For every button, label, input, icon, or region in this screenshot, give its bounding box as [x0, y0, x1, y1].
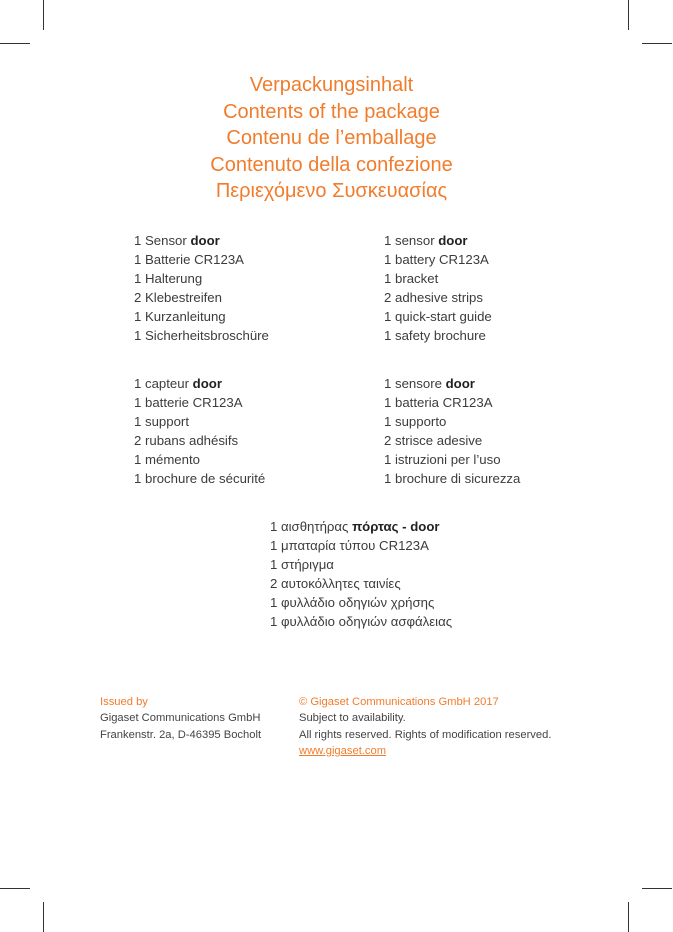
list-item: 1 bracket	[384, 270, 439, 286]
list-item: 1 Halterung	[134, 270, 203, 286]
sensor-label: 1 sensore	[384, 376, 446, 391]
crop-mark-top-left-vertical	[43, 0, 44, 30]
sensor-type: door	[192, 376, 222, 391]
sensor-label: 1 capteur	[134, 376, 193, 391]
sensor-label: 1 Sensor	[134, 233, 191, 248]
sensor-type: πόρτας - door	[352, 519, 440, 534]
list-item: 2 αυτοκόλλητες ταινίες	[270, 575, 401, 591]
crop-mark-bottom-right-horizontal	[642, 888, 672, 889]
sensor-type: door	[438, 233, 468, 248]
list-item: 1 batteria CR123A	[384, 394, 493, 410]
list-item: 1 quick-start guide	[384, 308, 492, 324]
sensor-type: door	[445, 376, 475, 391]
contents-list-de	[134, 232, 269, 345]
list-item: 1 Batterie CR123A	[134, 251, 244, 267]
list-item-sensor	[384, 375, 520, 394]
list-item: 1 supporto	[384, 413, 447, 429]
list-item: 2 Klebestreifen	[134, 289, 222, 305]
list-item: 1 battery CR123A	[384, 251, 489, 267]
crop-mark-top-right-horizontal	[642, 43, 672, 44]
issuer-address: Frankenstr. 2a, D-46395 Bocholt	[100, 728, 262, 741]
list-item: 1 mémento	[134, 451, 200, 467]
list-item-sensor	[134, 232, 269, 251]
list-item: 1 safety brochure	[384, 327, 486, 343]
title-block	[0, 72, 663, 205]
issued-by-label: Issued by	[100, 696, 148, 708]
crop-mark-bottom-left-horizontal	[0, 888, 30, 889]
title-de: Verpackungsinhalt	[249, 74, 414, 96]
list-item: 1 istruzioni per l’uso	[384, 451, 501, 467]
availability-notice: Subject to availability.	[299, 712, 406, 725]
title-fr: Contenu de l’emballage	[226, 127, 437, 149]
issuer-company: Gigaset Communications GmbH	[100, 712, 261, 725]
sensor-label: 1 sensor	[384, 233, 439, 248]
rights-notice: All rights reserved. Rights of modification reserved.	[299, 728, 552, 741]
sensor-type: door	[190, 233, 220, 248]
crop-mark-top-right-vertical	[628, 0, 629, 30]
crop-mark-top-left-horizontal	[0, 43, 30, 44]
title-it: Contenuto della confezione	[210, 153, 453, 176]
contents-list-en	[384, 232, 492, 345]
crop-mark-bottom-right-vertical	[628, 902, 629, 932]
list-item: 2 rubans adhésifs	[134, 432, 239, 448]
contents-list-it	[384, 375, 520, 488]
list-item: 1 φυλλάδιο οδηγιών ασφάλειας	[270, 613, 453, 629]
list-item: 1 φυλλάδιο οδηγιών χρήσης	[270, 594, 435, 610]
list-item: 1 στήριγμα	[270, 556, 334, 572]
list-item: 1 brochure de sécurité	[134, 470, 266, 486]
legal-block	[299, 694, 551, 759]
contents-list-fr	[134, 375, 265, 488]
list-item-sensor	[384, 232, 492, 251]
sensor-label: 1 αισθητήρας	[270, 519, 353, 534]
website-link[interactable]: www.gigaset.com	[299, 744, 387, 757]
list-item: 2 strisce adesive	[384, 432, 483, 448]
list-item: 1 brochure di sicurezza	[384, 470, 521, 486]
title-en: Contents of the package	[223, 100, 440, 123]
issuer-block	[100, 694, 261, 743]
list-item: 1 batterie CR123A	[134, 394, 243, 410]
list-item-sensor	[134, 375, 265, 394]
list-item: 1 support	[134, 413, 189, 429]
list-item: 1 Sicherheitsbroschüre	[134, 327, 269, 343]
contents-list-el	[270, 518, 452, 631]
crop-mark-bottom-left-vertical	[43, 902, 44, 932]
copyright-notice: © Gigaset Communications GmbH 2017	[299, 696, 499, 708]
title-el: Περιεχόμενο Συσκευασίας	[215, 180, 448, 202]
list-item-sensor	[270, 518, 452, 537]
list-item: 1 μπαταρία τύπου CR123A	[270, 537, 429, 553]
list-item: 1 Kurzanleitung	[134, 308, 226, 324]
list-item: 2 adhesive strips	[384, 289, 483, 305]
